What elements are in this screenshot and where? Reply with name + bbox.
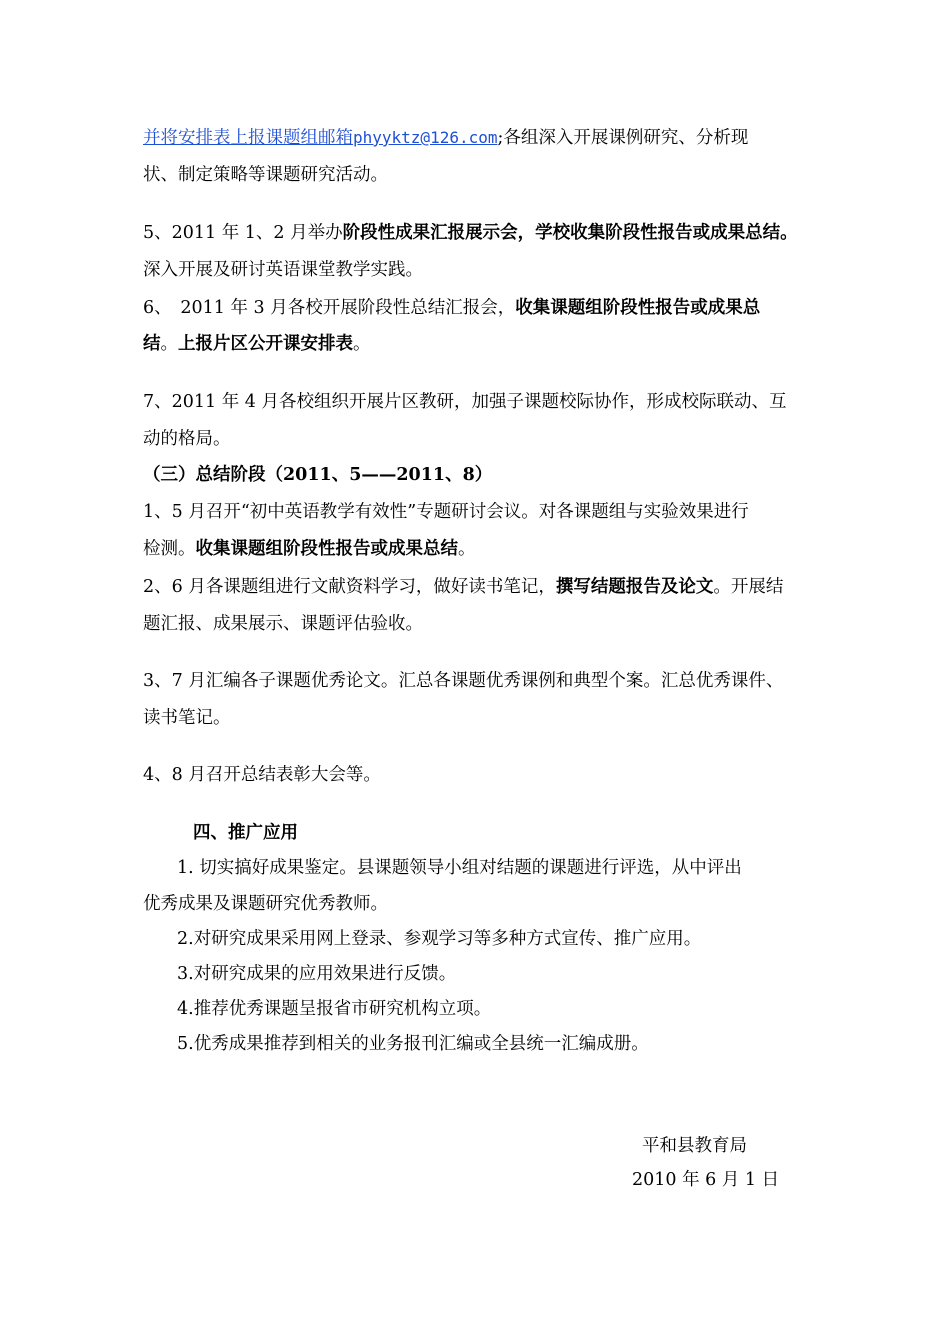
stage-3-item-2-line1: 2、6 月各课题组进行文献资料学习，做好读书笔记，撰写结题报告及论文。开展结 — [143, 577, 784, 597]
item-7-line1: 7、2011 年 4 月各校组织开展片区教研，加强子课题校际协作，形成校际联动、互 — [143, 392, 787, 412]
signature-org: 平和县教育局 — [642, 1136, 747, 1156]
section-4-heading: 四、推广应用 — [193, 823, 298, 843]
section-4-item-1-line1: 1. 切实搞好成果鉴定。县课题领导小组对结题的课题进行评选，从中评出 — [177, 858, 742, 878]
stage-3-item-3-line1: 3、7 月汇编各子课题优秀论文。汇总各课题优秀课例和典型个案。汇总优秀课件、 — [143, 671, 784, 691]
stage-3-heading: （三）总结阶段（2011、5——2011、8） — [143, 465, 493, 485]
stage-3-item-4: 4、8 月召开总结表彰大会等。 — [143, 765, 381, 785]
email-link-text[interactable]: 并将安排表上报课题组邮箱 — [143, 128, 353, 148]
item-5-line2: 深入开展及研讨英语课堂教学实践。 — [143, 260, 423, 280]
item-6-line2: 结。上报片区公开课安排表。 — [143, 334, 371, 354]
signature-date: 2010 年 6 月 1 日 — [632, 1170, 780, 1190]
section-4-item-5: 5.优秀成果推荐到相关的业务报刊汇编或全县统一汇编成册。 — [177, 1034, 649, 1054]
paragraph-4-line2: 状、制定策略等课题研究活动。 — [143, 165, 388, 185]
section-4-item-4: 4.推荐优秀课题呈报省市研究机构立项。 — [177, 999, 492, 1019]
stage-3-item-1-line2: 检测。收集课题组阶段性报告或成果总结。 — [143, 539, 476, 559]
section-4-item-3: 3.对研究成果的应用效果进行反馈。 — [177, 964, 457, 984]
email-link[interactable]: phyyktz@126.com — [353, 128, 498, 147]
stage-3-item-2-line2: 题汇报、成果展示、课题评估验收。 — [143, 614, 423, 634]
item-7-line2: 动的格局。 — [143, 429, 231, 449]
item-6-line1: 6、 2011 年 3 月各校开展阶段性总结汇报会，收集课题组阶段性报告或成果总 — [143, 298, 761, 318]
stage-3-item-3-line2: 读书笔记。 — [143, 708, 231, 728]
section-4-item-1-line2: 优秀成果及课题研究优秀教师。 — [143, 894, 388, 914]
item-5-line1: 5、2011 年 1、2 月举办阶段性成果汇报展示会，学校收集阶段性报告或成果总结。 — [143, 223, 798, 243]
stage-3-item-1-line1: 1、5 月召开“初中英语教学有效性”专题研讨会议。对各课题组与实验效果进行 — [143, 502, 749, 522]
paragraph-4-continued: 并将安排表上报课题组邮箱phyyktz@126.com;各组深入开展课例研究、分析现 — [143, 128, 749, 148]
section-4-item-2: 2.对研究成果采用网上登录、参观学习等多种方式宣传、推广应用。 — [177, 929, 702, 949]
